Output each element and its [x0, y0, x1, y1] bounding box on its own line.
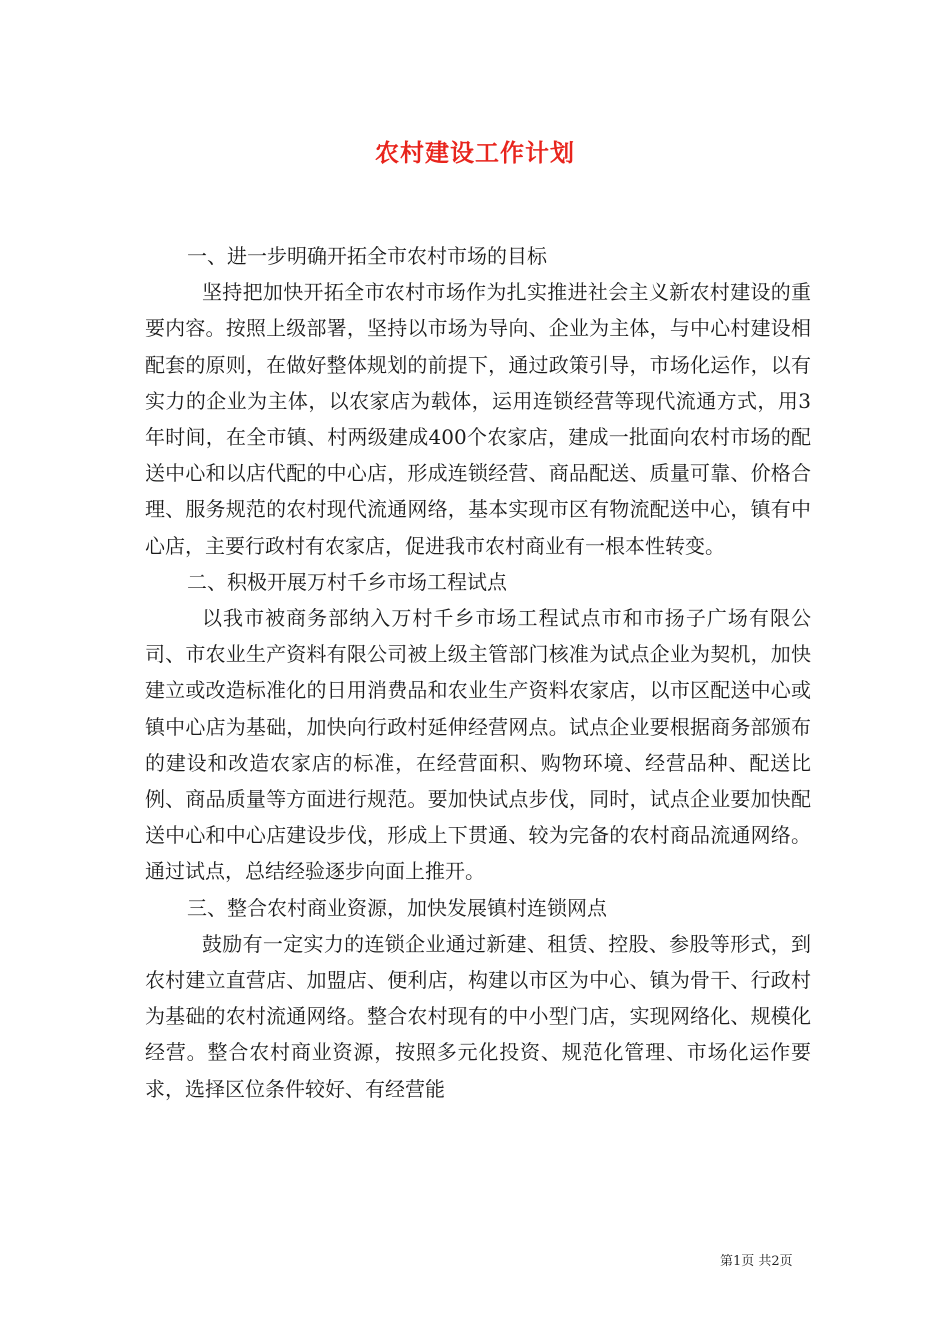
document-title: 农村建设工作计划 — [375, 138, 575, 167]
document-body — [145, 238, 811, 1107]
section-paragraph: 鼓励有一定实力的连锁企业通过新建、租赁、控股、参股等形式，到农村建立直营店、加盟店、便利店，构建以市区为中心、镇为骨干、行政村为基础的农村流通网络。整合农村现有的中小型门店，实现网络化、规模化经营。整合农村商业资源，按照多元化投资、规范化管理、市场化运作要求，选择区位条件较好、有经营能 — [145, 931, 811, 1101]
section-paragraph: 以我市被商务部纳入万村千乡市场工程试点市和市扬子广场有限公司、市农业生产资料有限公司被上级主管部门核准为试点企业为契机，加快建立或改造标准化的日用消费品和农业生产资料农家店，以市区配送中心或镇中心店为基础，加快向行政村延伸经营网点。试点企业要根据商务部颁布的建设和改造农家店的标准，在经营面积、购物环境、经营品种、配送比例、商品质量等方面进行规范。要加快试点步伐，同时，试点企业要加快配送中心和中心店建设步伐，形成上下贯通、较为完备的农村商品流通网络。通过试点，总结经验逐步向面上推开。 — [145, 606, 811, 884]
section-heading: 三、整合农村商业资源，加快发展镇村连锁网点 — [187, 895, 607, 920]
section-heading: 一、进一步明确开拓全市农村市场的目标 — [187, 244, 547, 268]
section-paragraph: 坚持把加快开拓全市农村市场作为扎实推进社会主义新农村建设的重要内容。按照上级部署，坚持以市场为导向、企业为主体，与中心村建设相配套的原则，在做好整体规划的前提下，通过政策引导，市场化运作，以有实力的企业为主体，以农家店为载体，运用连锁经营等现代流通方式，用3年时间，在全市镇、村两级建成400个农家店，建成一批面向农村市场的配送中心和以店代配的中心店，形成连锁经营、商品配送、质量可靠、价格合理、服务规范的农村现代流通网络，基本实现市区有物流配送中心，镇有中心店，主要行政村有农家店，促进我市农村商业有一根本性转变。 — [145, 280, 811, 558]
section-heading: 二、积极开展万村千乡市场工程试点 — [187, 569, 507, 594]
page-number: 第1页 共2页 — [720, 1254, 793, 1269]
